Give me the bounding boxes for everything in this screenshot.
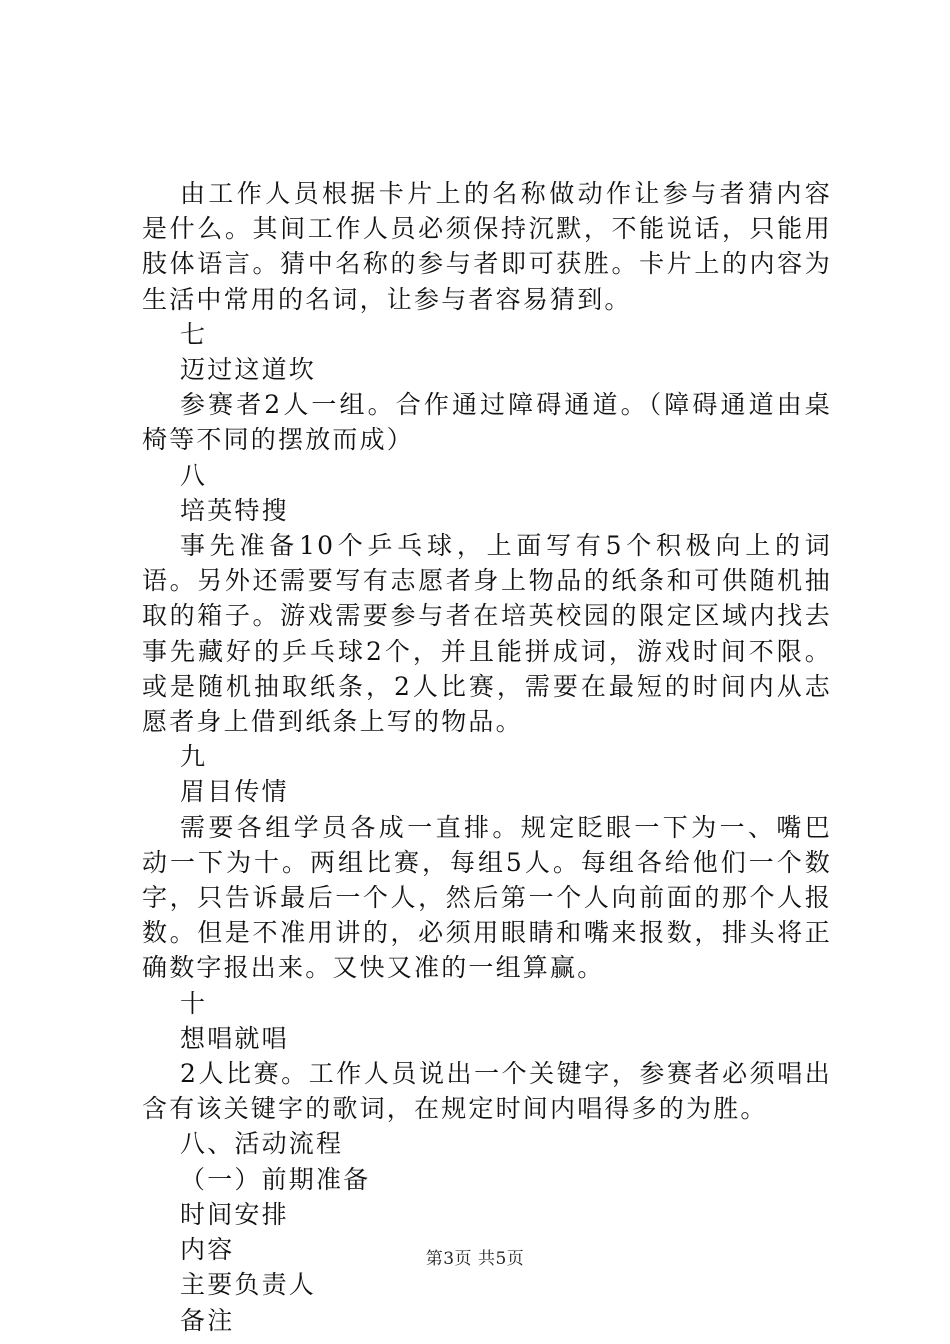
page-footer: 第3页 共5页: [425, 1249, 525, 1269]
paragraph-search-description: 事先准备10个乒乓球，上面写有5个积极向上的词语。另外还需要写有志愿者身上物品的纸条和可供随机抽取的箱子。游戏需要参与者在培英校园的限定区域内找去事先藏好的乒乓球2个，并且能拼成词，游戏时间不限。或是随机抽取纸条，2人比赛，需要在最短的时间内从志愿者身上借到纸条上写的物品。: [142, 531, 832, 737]
game-title-sing: 想唱就唱: [180, 1023, 289, 1053]
section-number-eight: 八: [180, 460, 208, 490]
document-body: [142, 176, 832, 1338]
section-number-seven: 七: [180, 319, 208, 349]
table-header-content: 内容: [180, 1235, 235, 1265]
table-header-person: 主要负责人: [180, 1270, 317, 1300]
paragraph-charades-description: 由工作人员根据卡片上的名称做动作让参与者猜内容是什么。其间工作人员必须保持沉默，不能说话，只能用肢体语言。猜中名称的参与者即可获胜。卡片上的内容为生活中常用的名词，让参与者容易猜到。: [142, 179, 832, 314]
paragraph-eyebrow-description: 需要各组学员各成一直排。规定眨眼一下为一、嘴巴动一下为十。两组比赛，每组5人。每组各给他们一个数字，只告诉最后一个人，然后第一个人向前面的那个人报数。但是不准用讲的，必须用眼睛和嘴来报数，排头将正确数字报出来。又快又准的一组算赢。: [142, 812, 832, 983]
game-title-obstacle: 迈过这道坎: [180, 355, 317, 385]
heading-activity-process: 八、活动流程: [180, 1129, 344, 1159]
section-number-ten: 十: [180, 988, 208, 1018]
section-number-nine: 九: [180, 742, 208, 772]
paragraph-obstacle-description: 参赛者2人一组。合作通过障碍通道。（障碍通道由桌椅等不同的摆放而成）: [142, 390, 832, 455]
paragraph-sing-description: 2人比赛。工作人员说出一个关键字，参赛者必须唱出含有该关键字的歌词，在规定时间内唱得多的为胜。: [142, 1059, 832, 1124]
subheading-preparation: （一）前期准备: [180, 1164, 371, 1194]
game-title-search: 培英特搜: [180, 495, 289, 525]
table-header-notes: 备注: [180, 1305, 235, 1335]
game-title-eyebrow: 眉目传情: [180, 777, 289, 807]
table-header-time: 时间安排: [180, 1199, 289, 1229]
